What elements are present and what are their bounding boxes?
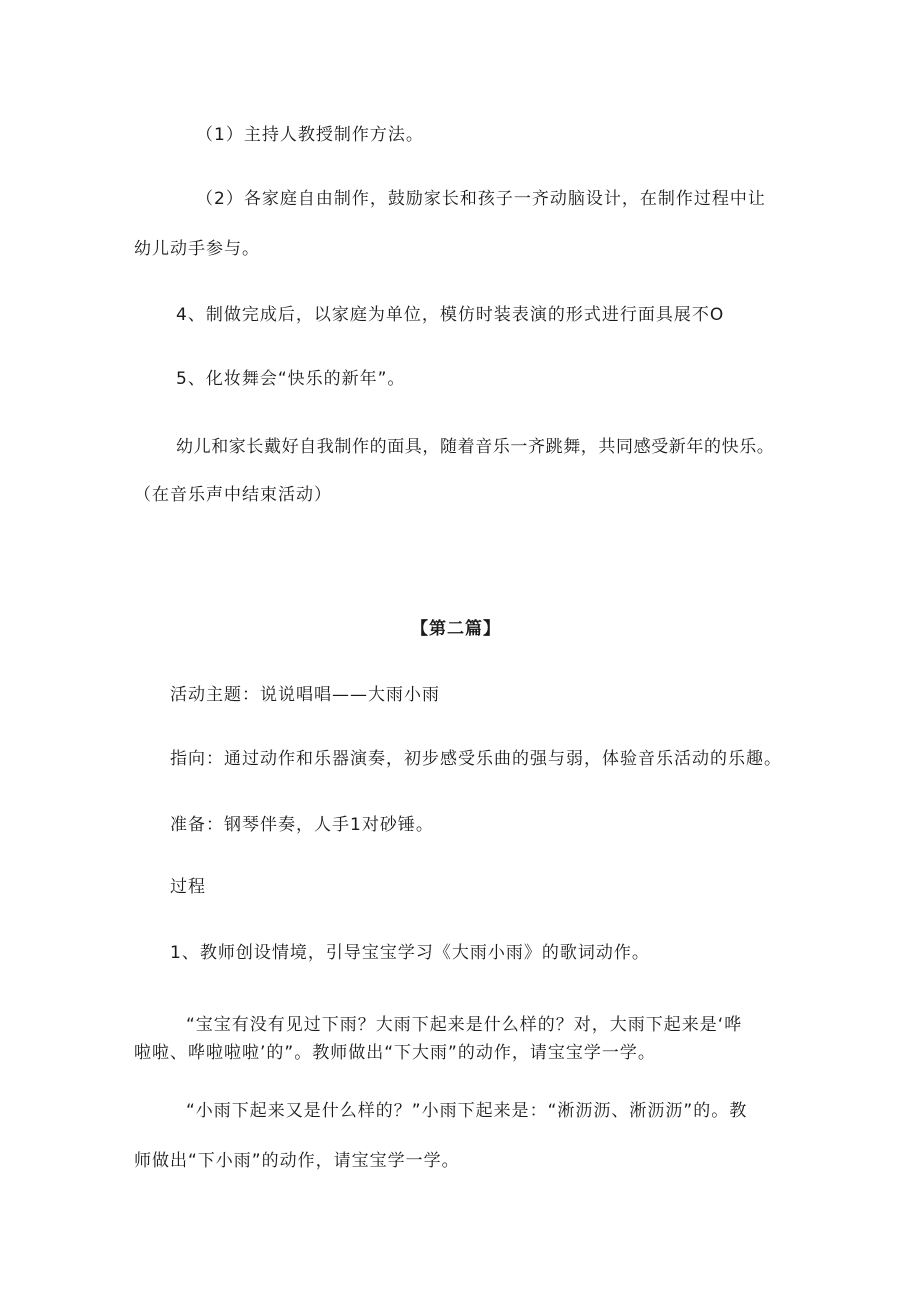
activity-preparation: 准备：钢琴伴奏，人手1对砂锤。: [170, 815, 434, 835]
closing-text-line-2: （在音乐声中结束活动）: [134, 485, 332, 505]
section-heading: 【第二篇】: [411, 619, 501, 639]
item-4-text: 4、制做完成后，以家庭为单位，模仿时装表演的形式进行面具展不O: [176, 305, 725, 325]
activity-goal: 指向：通过动作和乐器演奏，初步感受乐曲的强与弱，体验音乐活动的乐趣。: [170, 749, 782, 769]
closing-text-line-1: 幼儿和家长戴好自我制作的面具，随着音乐一齐跳舞，共同感受新年的快乐。: [176, 437, 775, 457]
paragraph-1-line-2: 啦啦、哗啦啦啦’的”。教师做出“下大雨”的动作，请宝宝学一学。: [134, 1043, 656, 1063]
paragraph-1-line-1: “宝宝有没有见过下雨？大雨下起来是什么样的？对，大雨下起来是‘哗: [186, 1015, 743, 1035]
activity-theme: 活动主题：说说唱唱——大雨小雨: [170, 685, 440, 705]
step-2-text-line-2: 幼儿动手参与。: [134, 239, 260, 259]
paragraph-2-line-1: “小雨下起来又是什么样的？”小雨下起来是：“淅沥沥、淅沥沥”的。教: [186, 1101, 748, 1121]
step-1-text: （1）主持人教授制作方法。: [196, 125, 424, 145]
process-label: 过程: [170, 877, 206, 897]
item-5-text: 5、化妆舞会“快乐的新年”。: [176, 369, 406, 389]
paragraph-2-line-2: 师做出“下小雨”的动作，请宝宝学一学。: [134, 1151, 460, 1171]
step-2-text-line-1: （2）各家庭自由制作，鼓励家长和孩子一齐动脑设计，在制作过程中让: [196, 189, 766, 209]
process-step-1: 1、教师创设情境，引导宝宝学习《大雨小雨》的歌词动作。: [170, 943, 650, 963]
